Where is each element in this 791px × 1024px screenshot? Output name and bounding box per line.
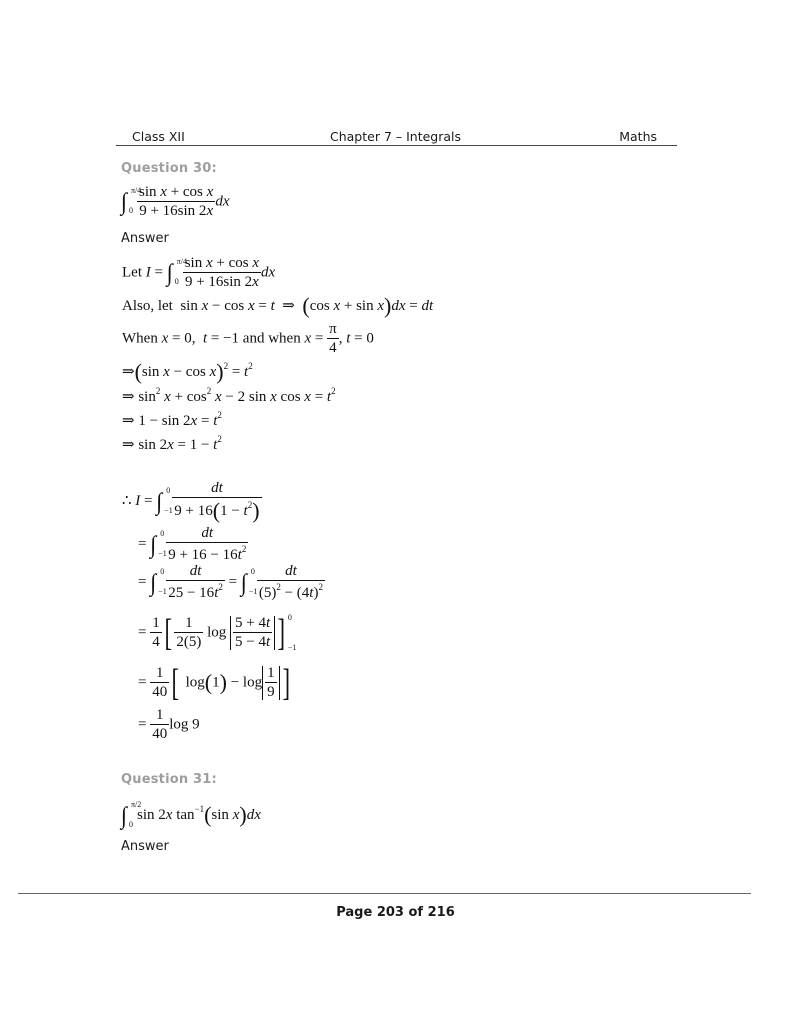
header-subject: Maths bbox=[619, 129, 657, 144]
solution-line-10: = ∫ 0 −1 $\frac{dt}{25 - 16t^2}$ = ∫ 0 −1 $\frac{dt}{(5)^2 - (4t)^2}$ bbox=[138, 563, 323, 601]
solution-line-12: = $\frac{1}{40}$ [ log(1) − log $\frac{1}{9}$ ] bbox=[138, 662, 290, 704]
header-class: Class XII bbox=[132, 129, 185, 144]
solution-line-1: Let I = ∫ π/4 0 $\frac{\text{sin x + cos x}}{9 + 16\sin 2x}$ dx bbox=[122, 255, 276, 290]
solution-line-5: ⇒ $\sin^2 x + \cos^2 x - 2$ sin x $\cos x = t^2$ bbox=[122, 386, 336, 405]
solution-line-11: = $\frac{1}{4}$ [ $\frac{1}{2(5)}$ log $\frac{5 + 4t}{5 - 4t}$ ] $^0_{-1}$ bbox=[138, 612, 297, 654]
solution-line-9: = ∫ 0 −1 $\frac{dt}{9 + 16 - 16t^2}$ bbox=[138, 525, 247, 563]
solution-line-4: ⇒(sin $x - \cos x)^2 = t^2$ bbox=[122, 359, 253, 384]
solution-line-7: ⇒ $\sin 2x = 1 - t^2$ bbox=[122, 434, 222, 453]
solution-line-6: ⇒ $1 - \sin 2x = t^2$ bbox=[122, 410, 222, 429]
footer-divider bbox=[18, 893, 751, 894]
solution-line-8: ∴ I = ∫ 0 −1 $\frac{dt}{9 + 16(1 - t^2)}$ bbox=[122, 480, 260, 523]
page-number: Page 203 of 216 bbox=[336, 905, 455, 920]
header-divider bbox=[116, 145, 677, 146]
solution-line-3: When x = 0, t = −1 and when x = $\frac{\pi}{4}$ , t = 0 bbox=[122, 321, 374, 356]
question-31-label: Question 31: bbox=[121, 772, 217, 787]
solution-line-13: = $\frac{1}{40}$ log 9 bbox=[138, 707, 200, 742]
question-31-problem: ∫ π/2 0 sin 2x $\tan^{-1}(\sin$ x)dx bbox=[121, 799, 261, 829]
page-header bbox=[116, 129, 677, 145]
header-chapter: Chapter 7 – Integrals bbox=[330, 129, 462, 144]
question-31-answer-label: Answer bbox=[121, 839, 169, 854]
question-30-answer-label: Answer bbox=[121, 231, 169, 246]
question-30-problem: ∫ π/4 0 $\frac{\text{sin x + cos x}}{9 + 16\sin 2x}$ dx bbox=[121, 184, 230, 219]
solution-line-2: Also, let sin x − cos x = t ⇒ (cos x + sin x)dx = dt bbox=[122, 293, 434, 318]
question-30-label: Question 30: bbox=[121, 161, 217, 176]
